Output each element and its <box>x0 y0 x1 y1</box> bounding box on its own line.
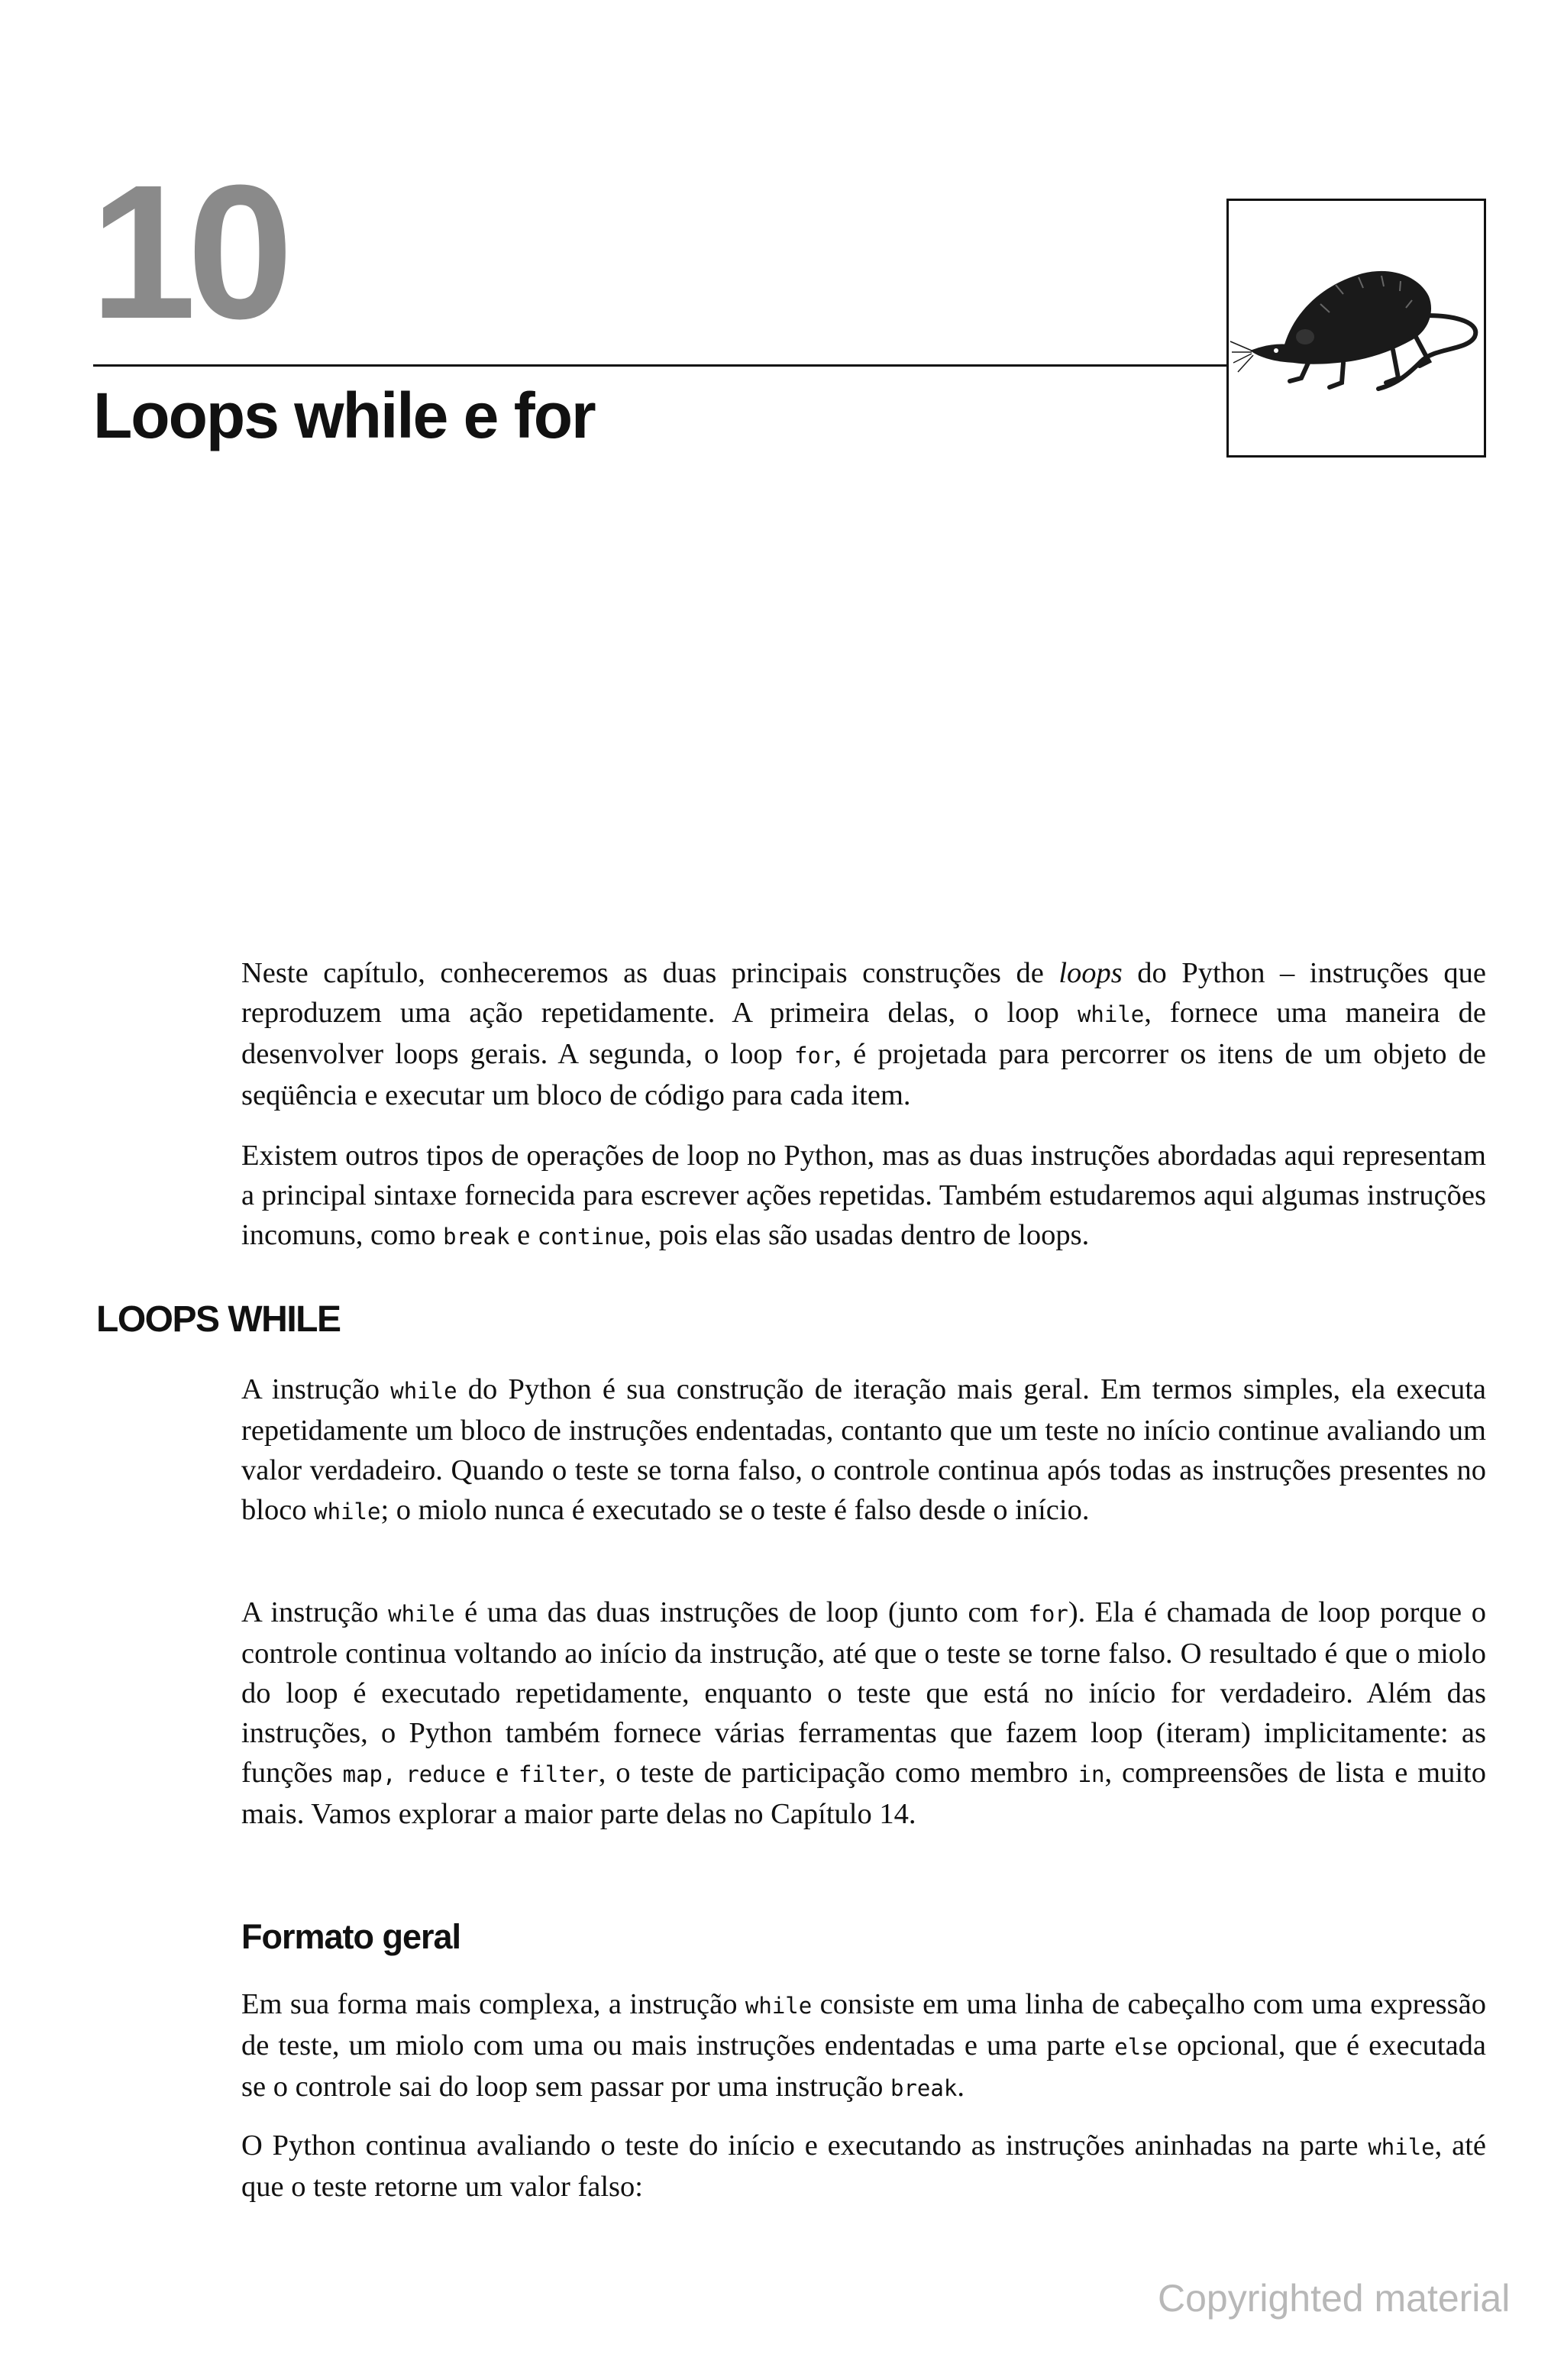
chapter-illustration <box>1226 199 1486 458</box>
subsection-paragraph-1: Em sua forma mais complexa, a instrução while consiste em uma linha de cabeçalho com uma expressão de teste, um miolo com uma ou mais instruções endentadas e uma parte else opcional, que é executada se o controle sai do loop sem passar por uma instrução break. <box>241 1988 1486 2103</box>
intro-paragraph-2: Existem outros tipos de operações de loop no Python, mas as duas instruções abordadas aqui representam a principal sintaxe fornecida para escrever ações repetidas. Também estudaremos aqui algumas instruções incomuns, como break e continue, pois elas são usadas dentro de loops. <box>241 1140 1486 1251</box>
inline-code: break <box>890 2075 958 2101</box>
inline-code: for <box>793 1043 835 1069</box>
subsection-paragraph-2: O Python continua avaliando o teste do início e executando as instruções aninhadas na parte while, até que o teste retorne um valor falso: <box>241 2129 1486 2203</box>
section-heading: LOOPS WHILE <box>96 1299 341 1340</box>
chapter-title: Loops while e for <box>93 380 595 451</box>
inline-code: filter <box>518 1761 599 1787</box>
inline-code: in <box>1078 1761 1105 1787</box>
subsection-heading: Formato geral <box>241 1917 461 1956</box>
rat-icon <box>1229 201 1484 455</box>
copyright-watermark: Copyrighted material <box>1158 2277 1511 2320</box>
inline-code: while <box>1368 2134 1435 2160</box>
inline-code: else <box>1114 2034 1168 2060</box>
inline-code: while <box>388 1601 455 1627</box>
emphasis: loops <box>1058 957 1123 989</box>
inline-code: reduce <box>406 1761 486 1787</box>
inline-code: break <box>443 1224 510 1250</box>
inline-code: while <box>314 1499 381 1525</box>
title-rule <box>93 364 1228 367</box>
inline-code: map, <box>342 1761 396 1787</box>
inline-code: for <box>1028 1601 1068 1627</box>
inline-code: while <box>1077 1001 1145 1027</box>
inline-code: continue <box>537 1224 645 1250</box>
intro-paragraph-1: Neste capítulo, conheceremos as duas principais construções de loops do Python – instruções que reproduzem uma ação repetidamente. A primeira delas, o loop while, fornece uma maneira de desenvolver loops gerais. A segunda, o loop for, é projetada para percorrer os itens de um objeto de seqüência e executar um bloco de código para cada item. <box>241 957 1487 1111</box>
section-paragraph-2: A instrução while é uma das duas instruções de loop (junto com for). Ela é chamada de loop porque o controle continua voltando ao início da instrução, até que o teste se torne falso. O resultado é que o miolo do loop é executado repetidamente, enquanto o teste que está no início for verdadeiro. Além das instruções, o Python também fornece várias ferramentas que fazem loop (iteram) implicitamente: as funções map, reduce e filter, o teste de participação como membro in, compreensões de lista e muito mais. Vamos explorar a maior parte delas no Capítulo 14. <box>241 1596 1487 1830</box>
inline-code: while <box>390 1378 457 1404</box>
inline-code: while <box>745 1993 813 2019</box>
section-paragraph-1: A instrução while do Python é sua construção de iteração mais geral. Em termos simples, ela executa repetidamente um bloco de instruções endentadas, contanto que um teste no início continue avaliando um valor verdadeiro. Quando o teste se torna falso, o controle continua após todas as instruções presentes no bloco while; o miolo nunca é executado se o teste é falso desde o início. <box>241 1373 1486 1526</box>
chapter-number: 10 <box>90 145 285 358</box>
